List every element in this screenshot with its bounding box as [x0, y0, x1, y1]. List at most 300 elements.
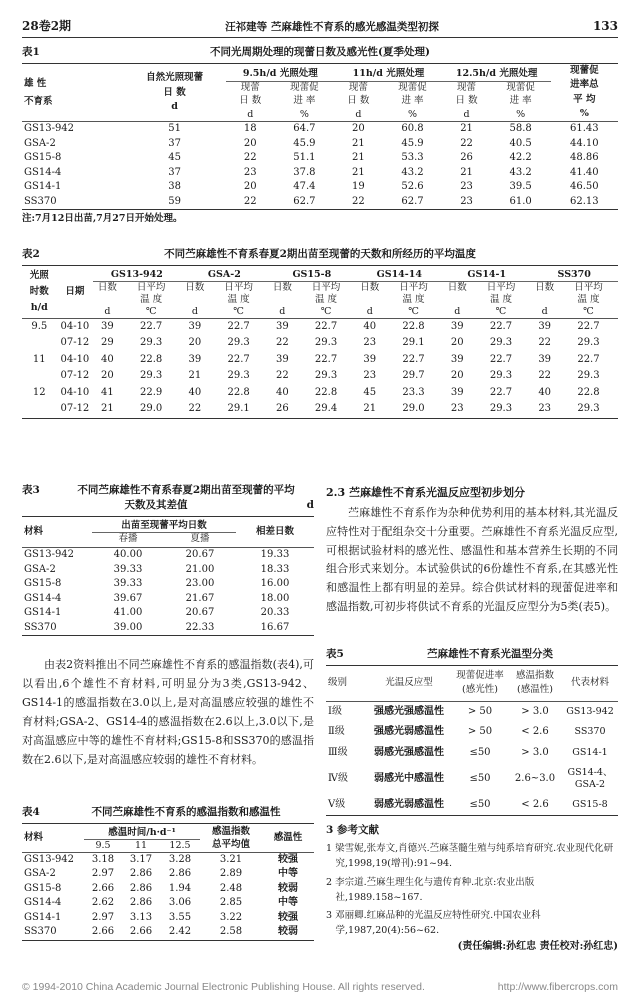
table-cell: 29.3: [314, 337, 338, 349]
table-cell: 29: [101, 337, 114, 349]
table-cell: 12: [32, 386, 46, 398]
table-cell: Ⅳ级: [328, 772, 348, 784]
table-cell: 20.67: [185, 607, 215, 618]
table-cell: 04-10: [60, 320, 90, 332]
table-4: [22, 806, 314, 941]
table-cell: GS15-8: [24, 882, 62, 894]
table-cell: 60.8: [401, 123, 424, 135]
table-cell: 29.3: [140, 337, 163, 349]
table-cell: 22: [275, 337, 289, 349]
table-2-group-header: GSA-2: [181, 266, 268, 282]
table-cell: 22.7: [489, 353, 513, 365]
table-cell: 64.7: [293, 123, 316, 135]
copyright-text: © 1994-2010 China Academic Journal Electronic Publishing House. All rights reserved.: [22, 980, 425, 993]
table-cell: 2.86: [168, 868, 192, 880]
table-cell: GS15-8: [572, 799, 608, 811]
table-cell: 39: [450, 353, 464, 365]
table-cell: 22: [460, 137, 473, 149]
table-cell: 29.3: [489, 337, 513, 349]
table-2-caption: [22, 248, 618, 261]
table-cell: 22.8: [227, 386, 250, 398]
table-cell: 2.86: [129, 882, 153, 894]
table-cell: 58.8: [509, 123, 532, 135]
table-cell: 04-10: [60, 353, 90, 365]
table-cell: 07-12: [60, 337, 90, 349]
table-cell: SS370: [24, 195, 57, 207]
table-row: [22, 852, 314, 867]
table-cell: 2.66: [91, 926, 115, 938]
table-cell: 29.0: [140, 403, 163, 415]
table-cell: 22.8: [140, 353, 163, 365]
table-cell: < 2.6: [521, 726, 549, 738]
table-cell: 07-12: [60, 403, 90, 415]
table-cell: 22: [538, 370, 552, 382]
table-cell: GS14-1: [24, 607, 62, 618]
table-row: [22, 606, 314, 621]
table-cell: 21: [352, 166, 365, 178]
table-cell: 20.33: [260, 607, 290, 618]
table-cell: 26: [460, 152, 473, 164]
table-cell: 较弱: [278, 926, 298, 938]
table-cell: GS15-8: [24, 152, 62, 164]
table-5-header-rep: 代表材料: [570, 677, 609, 689]
table-1-group-11: 11h/d 光照处理: [334, 64, 442, 82]
table-cell: 61.0: [509, 195, 532, 207]
table-1-group-9.5: 9.5h/d 光照处理: [226, 64, 334, 82]
table-cell: 51: [168, 123, 181, 135]
table-cell: 62.13: [570, 195, 599, 207]
table-4-header-index: 感温指数: [211, 825, 250, 837]
table-cell: 22: [243, 152, 257, 164]
table-row: [22, 335, 618, 352]
references-heading: 3 参考文献: [326, 824, 379, 836]
table-3-title-2: 天数及其差值: [124, 499, 188, 512]
table-cell: [22, 368, 57, 385]
table-cell: 20: [352, 123, 365, 135]
table-1-title: 不同光周期处理的现蕾日数及感光性(夏季处理): [210, 46, 430, 58]
table-cell: 2.48: [219, 882, 243, 894]
table-2-group-header: GS13-942: [93, 266, 180, 282]
table-3-title-1: 不同苎麻雄性不育系春夏2期出苗至现蕾的平均: [77, 484, 295, 496]
table-cell: 52.6: [401, 181, 424, 193]
table-cell: 39: [363, 353, 377, 365]
table-cell: 43.2: [401, 166, 424, 178]
table-cell: 39: [101, 320, 114, 332]
table-cell: ≤50: [469, 798, 491, 810]
table-5-header-level: 级别: [328, 677, 348, 689]
footer: [22, 981, 618, 994]
table-cell: 强感光强感温性: [374, 705, 444, 717]
table-row: [22, 180, 618, 195]
table-row: [326, 763, 618, 795]
table-cell: 2.66: [91, 882, 115, 894]
table-cell: 23: [363, 370, 377, 382]
table-cell: 21: [101, 403, 114, 415]
table-row: [22, 882, 314, 897]
table-cell: 16.00: [260, 578, 290, 589]
table-cell: Ⅲ级: [328, 746, 348, 758]
table-row: [22, 318, 618, 335]
table-5-header-index: 感温指数: [515, 670, 554, 682]
table-cell: 40: [101, 353, 114, 365]
table-cell: 29.4: [314, 403, 338, 415]
table-5-label: 表5: [326, 648, 344, 660]
table-cell: 04-10: [60, 386, 90, 398]
table-4-caption: [22, 806, 314, 819]
table-cell: 29.3: [577, 370, 600, 382]
table-3-header-group: 出苗至现蕾平均日数: [92, 517, 236, 533]
table-cell: 42.2: [509, 152, 532, 164]
table-cell: 3.55: [168, 911, 192, 923]
table-row: [22, 122, 618, 137]
table-cell: GSA-2: [24, 563, 56, 575]
section-2-3: [326, 486, 618, 617]
table-cell: 45: [363, 386, 377, 398]
table-2-grid: 光照 时数 h/d 日期 GS13-942 GSA-2 GS15-8 GS14-14 GS14-1 SS370 日数 日平均 日数 日平均 日数 日平均 日数 日平均 日数 日平均 日数 日平均 温 度 温 度 温 度 温 度 温 度 温 度 d ℃ d ℃ d ℃ d ℃ d ℃ d ℃ 9.5 04-10 39 22.7 39 22.7 39 22.7 40 22.8 39 22.7 39 22.7 07-12 29 29.3 20 29.3 22 29.3 23 29.1 20 29.3 22 29.3 11 04-10 40 22.8 39 22.7 39 22.7 39 22.7 39 22.7 39 22.7 07-12 20 29.3 21 29.3 22 29.3 23 29.7 20 29.3 22 29.3 12 04-10 41 22.9 40 22.8 40 22.8 45 23.3 39 22.7 40 22.8 07-12 21 29.0 22 29.1 26 29.4 21 29.0 23 29.3 23 29.3: [22, 265, 618, 419]
table-cell: 40: [188, 386, 202, 398]
table-cell: 弱感光中感温性: [374, 772, 444, 784]
table-cell: 43.2: [509, 166, 532, 178]
table-cell: 29.3: [577, 337, 600, 349]
table-5-header-rate: 现蕾促进率: [456, 670, 504, 682]
table-cell: 40: [275, 386, 289, 398]
table-cell: SS370: [24, 926, 57, 938]
table-cell: 3.21: [219, 853, 243, 865]
table-row: [22, 592, 314, 607]
table-5-grid: 级别 光温反应型 现蕾促进率 (感光性) 感温指数 (感温性) 代表材料 Ⅰ级 强感光强感温性 > 50 > 3.0 GS13-942 Ⅱ级 强感光弱感温性 > 50 < 2.6 SS370 Ⅲ级 弱感光强感温性 ≤50 > 3.0 GS14-1 Ⅳ级 弱感光中感温性 ≤50 2.6~3.0 GS14-4、GSA-2 Ⅴ级 弱感光弱感温性 ≤50 < 2.6 GS15-8: [326, 665, 618, 816]
table-3-header-diff: 相差日数: [255, 526, 294, 538]
table-cell: GS14-1: [572, 746, 608, 758]
table-cell: 19.33: [260, 549, 290, 560]
table-cell: 20: [188, 337, 202, 349]
table-cell: 中等: [278, 897, 298, 909]
table-4-header-sens: 感温性: [273, 832, 303, 844]
table-3-header-material: 材料: [24, 526, 44, 538]
table-1-grid: 雄 性 不育系 自然光照现蕾 日 数 d 9.5h/d 光照处理 11h/d 光照处理 12.5h/d 光照处理 现蕾促 进率总 平 均 % 现蕾 现蕾促 现蕾 现蕾促 现蕾 现蕾促 日 数 进 率 日 数 进 率 日 数 进 率 d % d % d % GS13-942 51 18 64.7 20 60.8 21 58.8 61.43 GSA-2 37 20 45.9 21 45.9 22 40.5 44.10 GS15-8 45 22 51.1 21 53.3 26 42.2 48.86 GS14-4 37 23 37.8 21 43.2 21 43.2 41.40 GS14-1 38 20 47.4 19 52.6 23 39.5 46.50 SS370 59 22 62.7 22 62.7 23 61.0 62.13: [22, 63, 618, 210]
table-cell: 39.33: [113, 578, 143, 589]
table-cell: 弱感光弱感温性: [374, 798, 444, 810]
table-cell: > 50: [467, 726, 493, 738]
table-cell: ≤50: [469, 772, 491, 784]
table-cell: 2.62: [91, 897, 115, 909]
table-cell: GS13-942: [24, 853, 75, 865]
table-cell: 21: [188, 370, 202, 382]
journal-volume: 28卷2期: [22, 19, 72, 33]
table-cell: 39.67: [113, 592, 143, 604]
table-cell: 18.33: [260, 563, 290, 575]
table-row: [22, 151, 618, 166]
table-cell: 29.3: [314, 370, 338, 382]
table-cell: 20: [243, 137, 257, 149]
table-5-title: 苎麻雄性不育系光温型分类: [427, 648, 553, 660]
table-cell: Ⅰ级: [328, 705, 342, 717]
table-cell: 51.1: [293, 152, 316, 164]
table-cell: 41: [101, 386, 114, 398]
table-cell: 18: [243, 123, 257, 135]
table-row: [326, 722, 618, 743]
table-cell: 22: [352, 195, 365, 207]
table-cell: 22.7: [402, 353, 425, 365]
table-2-group-header: GS14-1: [443, 266, 530, 282]
references: [326, 824, 618, 954]
table-cell: 29.1: [402, 337, 425, 349]
table-3-caption: [22, 484, 314, 497]
table-cell: 22.9: [140, 386, 163, 398]
table-cell: 22.7: [314, 320, 338, 332]
table-2-group-header: SS370: [530, 266, 618, 282]
table-1-header-avg: 现蕾促: [570, 65, 599, 77]
table-cell: 39: [275, 320, 289, 332]
table-5-header-type: 光温反应型: [385, 677, 433, 689]
table-cell: 45.9: [293, 137, 316, 149]
table-3-unit: d: [306, 499, 314, 512]
table-cell: 18.00: [260, 592, 290, 604]
table-cell: 44.10: [570, 137, 599, 149]
table-cell: GS13-942: [24, 549, 75, 560]
table-cell: 26: [275, 403, 289, 415]
table-cell: 38: [168, 181, 181, 193]
table-cell: 61.43: [570, 123, 599, 135]
table-cell: 3.18: [91, 853, 115, 865]
table-cell: > 50: [467, 705, 493, 717]
table-cell: 22.7: [140, 320, 163, 332]
table-cell: 23.00: [185, 578, 215, 589]
table-cell: 29.3: [140, 370, 163, 382]
table-cell: 22: [243, 195, 257, 207]
table-cell: 37: [168, 137, 181, 149]
table-row: [22, 195, 618, 210]
table-2-header-date: 日期: [65, 285, 85, 297]
table-cell: 29.3: [489, 403, 513, 415]
table-cell: 39: [450, 320, 464, 332]
table-2-group-header: GS15-8: [268, 266, 355, 282]
table-cell: 3.17: [129, 853, 153, 865]
table-4-title: 不同苎麻雄性不育系的感温指数和感温性: [91, 806, 281, 818]
table-1-label: 表1: [22, 46, 40, 58]
table-cell: 2.86: [129, 868, 153, 880]
table-cell: ≤50: [469, 746, 491, 758]
table-cell: 强感光弱感温性: [374, 726, 444, 738]
table-cell: 22.7: [577, 353, 600, 365]
table-cell: 40: [538, 386, 552, 398]
table-cell: 45: [168, 152, 181, 164]
table-cell: 20: [243, 181, 257, 193]
table-row: [22, 548, 314, 563]
table-cell: 23: [363, 337, 377, 349]
table-row: [22, 563, 314, 578]
table-row: [22, 166, 618, 181]
table-cell: 22.8: [402, 320, 425, 332]
table-5: [326, 648, 618, 816]
table-row: [22, 867, 314, 882]
table-cell: 21.67: [185, 592, 215, 604]
table-cell: Ⅴ级: [328, 798, 346, 810]
table-4-grid: 材料 感温时间/h·d⁻¹ 感温指数 总平均值 感温性 9.5 11 12.5 GS13-942 3.18 3.17 3.28 3.21 较强 GSA-2 2.97 2.86 2.86 2.89 中等 GS15-8 2.66 2.86 1.94 2.48 较弱 GS14-4 2.62 2.86 3.06 2.85 中等 GS14-1 2.97 3.13 3.55 3.22 较强 SS370 2.66 2.66 2.42 2.58 较弱: [22, 823, 314, 941]
table-row: [22, 385, 618, 402]
table-cell: 21: [460, 166, 473, 178]
table-cell: 23: [460, 181, 473, 193]
table-cell: 2.58: [219, 926, 243, 938]
page-number: 133: [592, 19, 618, 33]
reference-item: 1 梁雪妮,张寿文,肖德兴.苎麻茎髓生殖与纯系培育研究.农业现代化研究,1998,19(增刊):91~94.: [326, 843, 614, 870]
table-cell: 11: [32, 353, 46, 365]
table-cell: 22: [188, 403, 202, 415]
table-cell: 20: [101, 370, 114, 382]
table-row: [22, 137, 618, 152]
table-cell: 弱感光强感温性: [374, 746, 444, 758]
table-2-header-light: 光照: [29, 269, 49, 281]
table-cell: 48.86: [570, 152, 599, 164]
table-cell: 46.50: [570, 181, 599, 193]
table-cell: 21.00: [185, 563, 215, 575]
table-cell: GS15-8: [24, 578, 62, 589]
table-row: [22, 896, 314, 911]
table-cell: 较强: [278, 853, 298, 865]
table-3-label: 表3: [22, 484, 40, 496]
table-1-note: 注:7月12日出苗,7月27日开始处理。: [22, 213, 183, 225]
table-cell: 中等: [278, 868, 298, 880]
table-row: [326, 743, 618, 764]
table-cell: 2.42: [168, 926, 192, 938]
reference-item: 3 邓丽卿.红麻品种的光温反应特性研究.中国农业科学,1987,20(4):56~62.: [326, 909, 541, 937]
table-cell: 22.8: [314, 386, 338, 398]
table-cell: 29.3: [489, 370, 513, 382]
table-cell: 20.67: [185, 549, 215, 560]
table-cell: > 3.0: [521, 705, 549, 717]
table-cell: GSA-2: [24, 137, 56, 149]
watermark-url: http://www.fibercrops.com: [497, 980, 618, 993]
table-cell: [22, 401, 57, 418]
table-3-header-spring: 春播: [118, 533, 138, 545]
table-cell: SS370: [24, 621, 57, 633]
table-cell: 40.5: [509, 137, 532, 149]
reference-item: 2 李宗道.苎麻生理生化与遗传育种.北京:农业出版社,1989.158~167.: [326, 876, 535, 903]
table-5-caption: [326, 648, 618, 661]
table-cell: GS13-942: [566, 705, 614, 717]
table-cell: 41.00: [113, 607, 143, 618]
table-cell: 39.5: [509, 181, 532, 193]
table-4-header-light: 感温时间/h·d⁻¹: [84, 824, 200, 840]
table-4-label: 表4: [22, 806, 40, 818]
table-cell: 21: [352, 137, 365, 149]
table-cell: < 2.6: [521, 798, 549, 810]
table-cell: 较强: [278, 911, 298, 923]
table-cell: 22.7: [227, 353, 250, 365]
table-cell: 22.7: [489, 386, 513, 398]
section-2-3-text: 苎麻雄性不育系作为杂种优势利用的基本材料,其光温反应特性对于配组杂交十分重要。苎麻雄性不育系光温反应型,可根据试验材料的感光性、感温性和基本营养生长期的不同组合形式来划分。本试验供试的6份雄性不育系,在其感光性和感温性上都有明显的差异。综合供试材料的现蕾促进率和感温指数,可初步将供试不育系的光温反应型分为5类(表5)。: [326, 505, 618, 614]
table-1-group-12.5: 12.5h/d 光照处理: [443, 64, 551, 82]
table-cell: 3.22: [219, 911, 243, 923]
table-cell: 9.5: [31, 320, 48, 332]
table-cell: 23: [450, 403, 464, 415]
table-cell: 45.9: [401, 137, 424, 149]
table-1: [22, 46, 618, 225]
table-cell: GS14-1: [24, 181, 62, 193]
table-cell: 39: [275, 353, 289, 365]
table-1-header-natural: 自然光照现蕾: [146, 72, 204, 84]
table-cell: GS14-4: [24, 897, 62, 909]
table-cell: 29.0: [402, 403, 425, 415]
table-cell: 2.89: [219, 868, 243, 880]
table-cell: 62.7: [401, 195, 424, 207]
table-cell: 40.00: [113, 549, 143, 560]
table-2-group-header: GS14-14: [356, 266, 443, 282]
table-cell: 22.7: [577, 320, 600, 332]
table-cell: 29.7: [402, 370, 425, 382]
table-row: [22, 621, 314, 636]
table-cell: 29.3: [577, 403, 600, 415]
table-row: [22, 925, 314, 940]
table-cell: 22.7: [227, 320, 250, 332]
table-cell: 2.86: [129, 897, 153, 909]
table-cell: 1.94: [168, 882, 192, 894]
table-cell: GSA-2: [24, 868, 56, 880]
table-row: [326, 701, 618, 722]
table-cell: GS14-4、GSA-2: [567, 767, 613, 790]
table-cell: 39: [188, 353, 202, 365]
table-cell: 2.85: [219, 897, 243, 909]
table-cell: 07-12: [60, 370, 90, 382]
table-cell: 62.7: [293, 195, 316, 207]
table-cell: 21: [352, 152, 365, 164]
table-cell: 39: [538, 320, 552, 332]
table-cell: 较弱: [278, 882, 298, 894]
table-cell: 19: [352, 181, 365, 193]
table-cell: 39: [538, 353, 552, 365]
table-cell: GS13-942: [24, 123, 75, 135]
table-cell: Ⅱ级: [328, 726, 345, 738]
table-cell: 2.97: [91, 868, 115, 880]
table-cell: 16.67: [260, 621, 290, 633]
table-cell: 21: [363, 403, 377, 415]
table-cell: 3.28: [168, 853, 192, 865]
table-cell: 20: [450, 370, 464, 382]
table-cell: 23: [460, 195, 473, 207]
table-1-header-material: 雄 性: [24, 77, 47, 89]
table-cell: 29.3: [227, 337, 250, 349]
table-2: [22, 248, 618, 419]
table-row: [22, 352, 618, 369]
table-cell: 22: [538, 337, 552, 349]
table-cell: 23.3: [402, 386, 425, 398]
table-cell: 22.7: [489, 320, 513, 332]
table-row: [326, 795, 618, 816]
table-cell: 21: [460, 123, 473, 135]
table-4-header-material: 材料: [24, 832, 44, 844]
table-cell: 39.00: [113, 621, 143, 633]
table-cell: GS14-4: [24, 592, 62, 604]
table-row: [22, 911, 314, 926]
table-1-caption: [22, 46, 618, 59]
running-title: 汪祁建等 苎麻雄性不育系的感光感温类型初探: [225, 20, 439, 33]
section-2-3-heading: 2.3 苎麻雄性不育系光温反应型初步划分: [326, 486, 525, 499]
table-cell: 39: [450, 386, 464, 398]
table-cell: 2.97: [91, 911, 115, 923]
table-cell: 22.8: [577, 386, 600, 398]
table-cell: 29.1: [227, 403, 250, 415]
table-row: [22, 401, 618, 418]
table-cell: 47.4: [293, 181, 316, 193]
editor-note: (责任编辑:孙红忠 责任校对:孙红忠): [457, 941, 618, 953]
table-cell: 2.66: [129, 926, 153, 938]
table-cell: 3.06: [168, 897, 192, 909]
table-cell: 3.13: [129, 911, 153, 923]
table-cell: 39: [188, 320, 202, 332]
table-cell: 53.3: [401, 152, 424, 164]
table-cell: [22, 335, 57, 352]
table-3-header-summer: 夏播: [190, 533, 210, 545]
table-cell: SS370: [574, 726, 606, 738]
